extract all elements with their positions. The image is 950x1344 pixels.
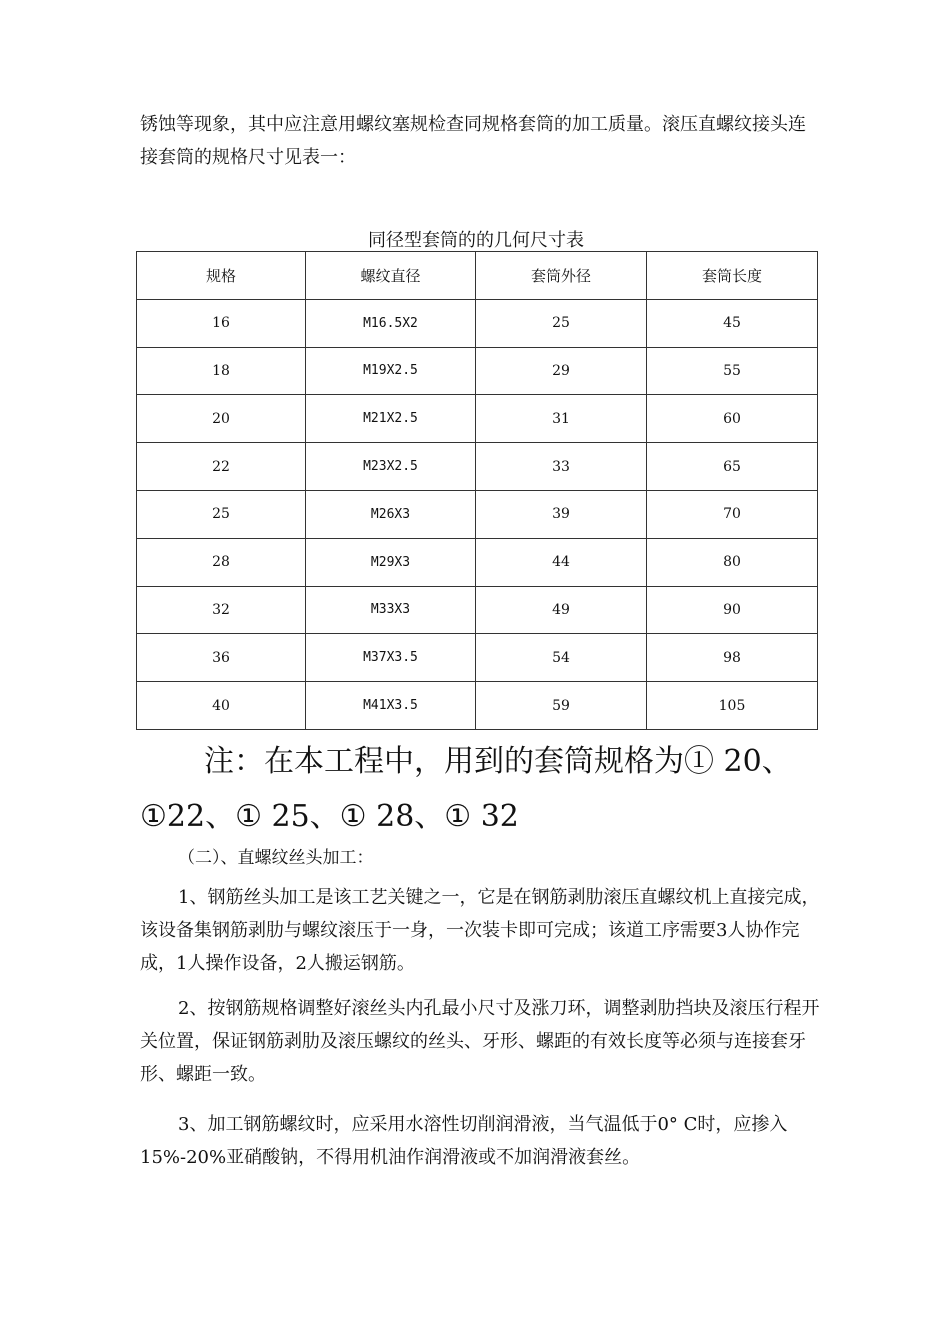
cell-spec: 40 xyxy=(137,682,306,730)
cell-outer-diameter: 31 xyxy=(476,395,647,443)
section-heading: （二）、直螺纹丝头加工： xyxy=(178,848,374,868)
cell-spec: 16 xyxy=(137,299,306,347)
intro-paragraph: 锈蚀等现象，其中应注意用螺纹塞规检查同规格套筒的加工质量。滚压直螺纹接头连接套筒的规格尺寸见表一： xyxy=(140,114,806,168)
cell-outer-diameter: 39 xyxy=(476,490,647,538)
cell-outer-diameter: 54 xyxy=(476,634,647,682)
cell-spec: 18 xyxy=(137,347,306,395)
note-line-2: ①22、① 25、① 28、① 32 xyxy=(140,799,519,834)
cell-thread: M26X3 xyxy=(306,490,476,538)
table-row xyxy=(137,347,818,395)
cell-outer-diameter: 25 xyxy=(476,299,647,347)
cell-spec: 20 xyxy=(137,395,306,443)
cell-thread: M29X3 xyxy=(306,538,476,586)
table-row xyxy=(137,395,818,443)
cell-thread: M41X3.5 xyxy=(306,682,476,730)
cell-spec: 25 xyxy=(137,490,306,538)
table-header-row xyxy=(137,252,818,300)
cell-thread: M37X3.5 xyxy=(306,634,476,682)
header-outer-diameter: 套筒外径 xyxy=(476,252,647,300)
cell-length: 70 xyxy=(647,490,818,538)
cell-thread: M19X2.5 xyxy=(306,347,476,395)
cell-outer-diameter: 44 xyxy=(476,538,647,586)
table-row xyxy=(137,682,818,730)
cell-length: 105 xyxy=(647,682,818,730)
cell-spec: 36 xyxy=(137,634,306,682)
header-length: 套筒长度 xyxy=(647,252,818,300)
cell-thread: M23X2.5 xyxy=(306,443,476,491)
cell-thread: M21X2.5 xyxy=(306,395,476,443)
table-row xyxy=(137,586,818,634)
cell-spec: 32 xyxy=(137,586,306,634)
cell-outer-diameter: 49 xyxy=(476,586,647,634)
cell-length: 45 xyxy=(647,299,818,347)
table-row xyxy=(137,634,818,682)
cell-outer-diameter: 33 xyxy=(476,443,647,491)
table-row xyxy=(137,490,818,538)
paragraph-1: 1、钢筋丝头加工是该工艺关键之一，它是在钢筋剥肋滚压直螺纹机上直接完成，该设备集钢筋剥肋与螺纹滚压于一身，一次装卡即可完成；该道工序需要3人协作完成，1人操作设备，2人搬运钢筋。 xyxy=(140,887,820,974)
cell-spec: 28 xyxy=(137,538,306,586)
paragraph-2: 2、按钢筋规格调整好滚丝头内孔最小尺寸及涨刀环，调整剥肋挡块及滚压行程开关位置，保证钢筋剥肋及滚压螺纹的丝头、牙形、螺距的有效长度等必须与连接套牙形、螺距一致。 xyxy=(140,998,820,1085)
cell-length: 98 xyxy=(647,634,818,682)
table-row xyxy=(137,538,818,586)
cell-length: 60 xyxy=(647,395,818,443)
paragraph-3: 3、加工钢筋螺纹时，应采用水溶性切削润滑液，当气温低于0° C时，应掺入15%-20%亚硝酸钠，不得用机油作润滑液或不加润滑液套丝。 xyxy=(140,1114,788,1168)
table-row xyxy=(137,443,818,491)
cell-outer-diameter: 59 xyxy=(476,682,647,730)
cell-length: 55 xyxy=(647,347,818,395)
table-row xyxy=(137,299,818,347)
cell-outer-diameter: 29 xyxy=(476,347,647,395)
header-spec: 规格 xyxy=(137,252,306,300)
sleeve-dimension-table xyxy=(136,251,818,730)
cell-length: 65 xyxy=(647,443,818,491)
cell-length: 80 xyxy=(647,538,818,586)
note-line-1: 注：在本工程中，用到的套筒规格为① 20、 xyxy=(204,744,792,779)
cell-thread: M33X3 xyxy=(306,586,476,634)
project-note xyxy=(140,734,830,844)
cell-thread: M16.5X2 xyxy=(306,299,476,347)
cell-spec: 22 xyxy=(137,443,306,491)
header-thread-diameter: 螺纹直径 xyxy=(306,252,476,300)
cell-length: 90 xyxy=(647,586,818,634)
table-caption: 同径型套筒的的几何尺寸表 xyxy=(368,230,584,251)
